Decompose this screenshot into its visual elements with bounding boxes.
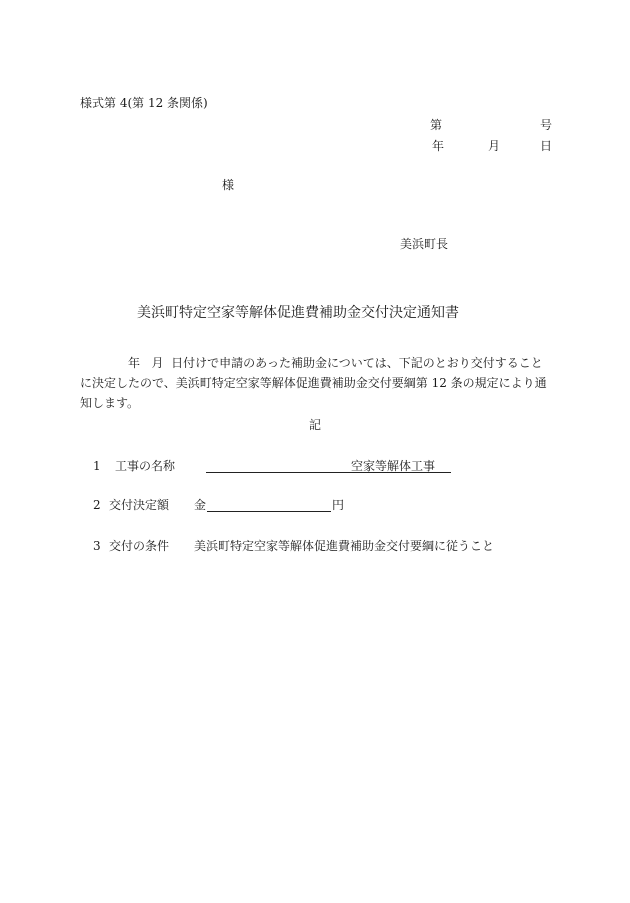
item-2-suffix: 円 — [332, 498, 345, 512]
sender-name: 美浜町長 — [400, 237, 449, 251]
document-title: 美浜町特定空家等解体促進費補助金交付決定通知書 — [137, 305, 459, 321]
item-1-label: 工事の名称 — [115, 459, 176, 473]
item-2-label: 交付決定額 — [109, 498, 170, 512]
item-2-prefix: 金 — [194, 498, 207, 512]
item-2-number: 2 — [93, 498, 101, 512]
item-1-number: 1 — [93, 459, 101, 473]
doc-number-go: 号 — [540, 118, 553, 132]
item-3-number: 3 — [93, 539, 101, 553]
body-paragraph — [80, 353, 553, 413]
item-2-underline — [207, 511, 331, 512]
date-day: 日 — [540, 139, 553, 153]
item-1-value: 空家等解体工事 — [351, 459, 436, 473]
item-3-label: 交付の条件 — [109, 539, 170, 553]
item-3-value: 美浜町特定空家等解体促進費補助金交付要綱に従うこと — [194, 539, 495, 553]
form-label: 様式第 4(第 12 条関係) — [80, 96, 208, 110]
item-1-underline — [206, 472, 451, 473]
body-month: 月 — [151, 356, 164, 370]
body-year: 年 — [128, 356, 141, 370]
addressee-sama: 様 — [222, 178, 235, 192]
date-year: 年 — [432, 139, 445, 153]
body-rest: 日付けで申請のあった補助金については、下記のとおり交付することに決定したので、美浜町特定空家等解体促進費補助金交付要綱第 12 条の規定により通知します。 — [80, 356, 547, 410]
date-month: 月 — [488, 139, 501, 153]
ki-label: 記 — [309, 418, 322, 432]
doc-number-dai: 第 — [430, 118, 443, 132]
